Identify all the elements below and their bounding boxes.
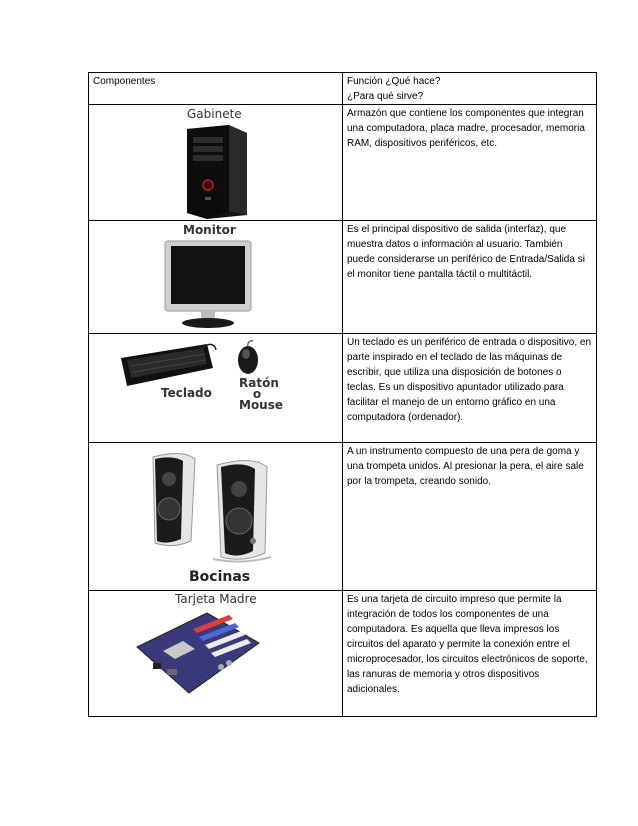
cell-monitor-text (343, 221, 597, 334)
text-gabinete: Armazón que contiene los componentes que integran una computadora, placa madre, procesador, memoria RAM, dispositivos periféricos, etc. (347, 108, 585, 149)
speakers-image (143, 449, 293, 565)
caption-gabinete: Gabinete (187, 107, 242, 121)
row-monitor (89, 221, 597, 334)
keyboard-image (117, 340, 217, 390)
caption-raton-line3: Mouse (239, 398, 284, 412)
cell-tarjeta-image (89, 591, 343, 717)
mouse-image (233, 340, 263, 376)
cell-teclado-image (89, 334, 343, 443)
caption-tarjeta-madre: Tarjeta Madre (175, 592, 257, 606)
text-monitor: Es el principal dispositivo de salida (interfaz), que muestra datos o información al usuario. También puede considerarse un periférico de Entrada/Salida si el monitor tiene pantalla táctil o multitáctil. (347, 224, 585, 280)
pc-case-image (177, 123, 257, 219)
cell-tarjeta-text (343, 591, 597, 717)
caption-raton (239, 376, 284, 412)
caption-monitor: Monitor (183, 223, 236, 237)
header-row (89, 73, 597, 105)
caption-teclado: Teclado (161, 386, 212, 400)
row-tarjeta-madre (89, 591, 597, 717)
cell-bocinas-image (89, 443, 343, 591)
cell-teclado-text (343, 334, 597, 443)
components-table (88, 72, 597, 717)
text-teclado: Un teclado es un periférico de entrada o dispositivo, en parte inspirado en el teclado de las máquinas de escribir, que utiliza una disposición de botones o teclas. Es un dispositivo apuntador utilizado para facilitar el manejo de un entorno gráfico en una computadora (ordenador). (347, 337, 592, 423)
row-bocinas (89, 443, 597, 591)
row-gabinete (89, 105, 597, 221)
cell-bocinas-text (343, 443, 597, 591)
monitor-image (161, 239, 257, 331)
header-function-line2: ¿Para qué sirve? (347, 91, 424, 102)
caption-raton-line1: Ratón (239, 376, 279, 390)
row-teclado (89, 334, 597, 443)
motherboard-image (133, 609, 263, 697)
header-components-label: Componentes (93, 76, 156, 87)
caption-raton-line2: o (252, 387, 262, 401)
cell-monitor-image (89, 221, 343, 334)
cell-gabinete-image (89, 105, 343, 221)
header-col-components (89, 73, 343, 105)
caption-bocinas: Bocinas (189, 569, 251, 585)
header-col-function (343, 73, 597, 105)
header-function-line1: Función ¿Qué hace? (347, 76, 441, 87)
text-tarjeta-madre: Es una tarjeta de circuito impreso que permite la integración de todos los componentes de una computadora. Es aquella que lleva impresos los circuitos del aparato y permite la conexión entre el microprocesador, los circuitos electrónicos de soporte, las ranuras de memoria y otros dispositivos adicionales. (347, 594, 588, 695)
text-bocinas: A un instrumento compuesto de una pera de goma y una trompeta unidos. Al presionar la pera, el aire sale por la trompeta, creando sonido. (347, 446, 584, 487)
cell-gabinete-text (343, 105, 597, 221)
